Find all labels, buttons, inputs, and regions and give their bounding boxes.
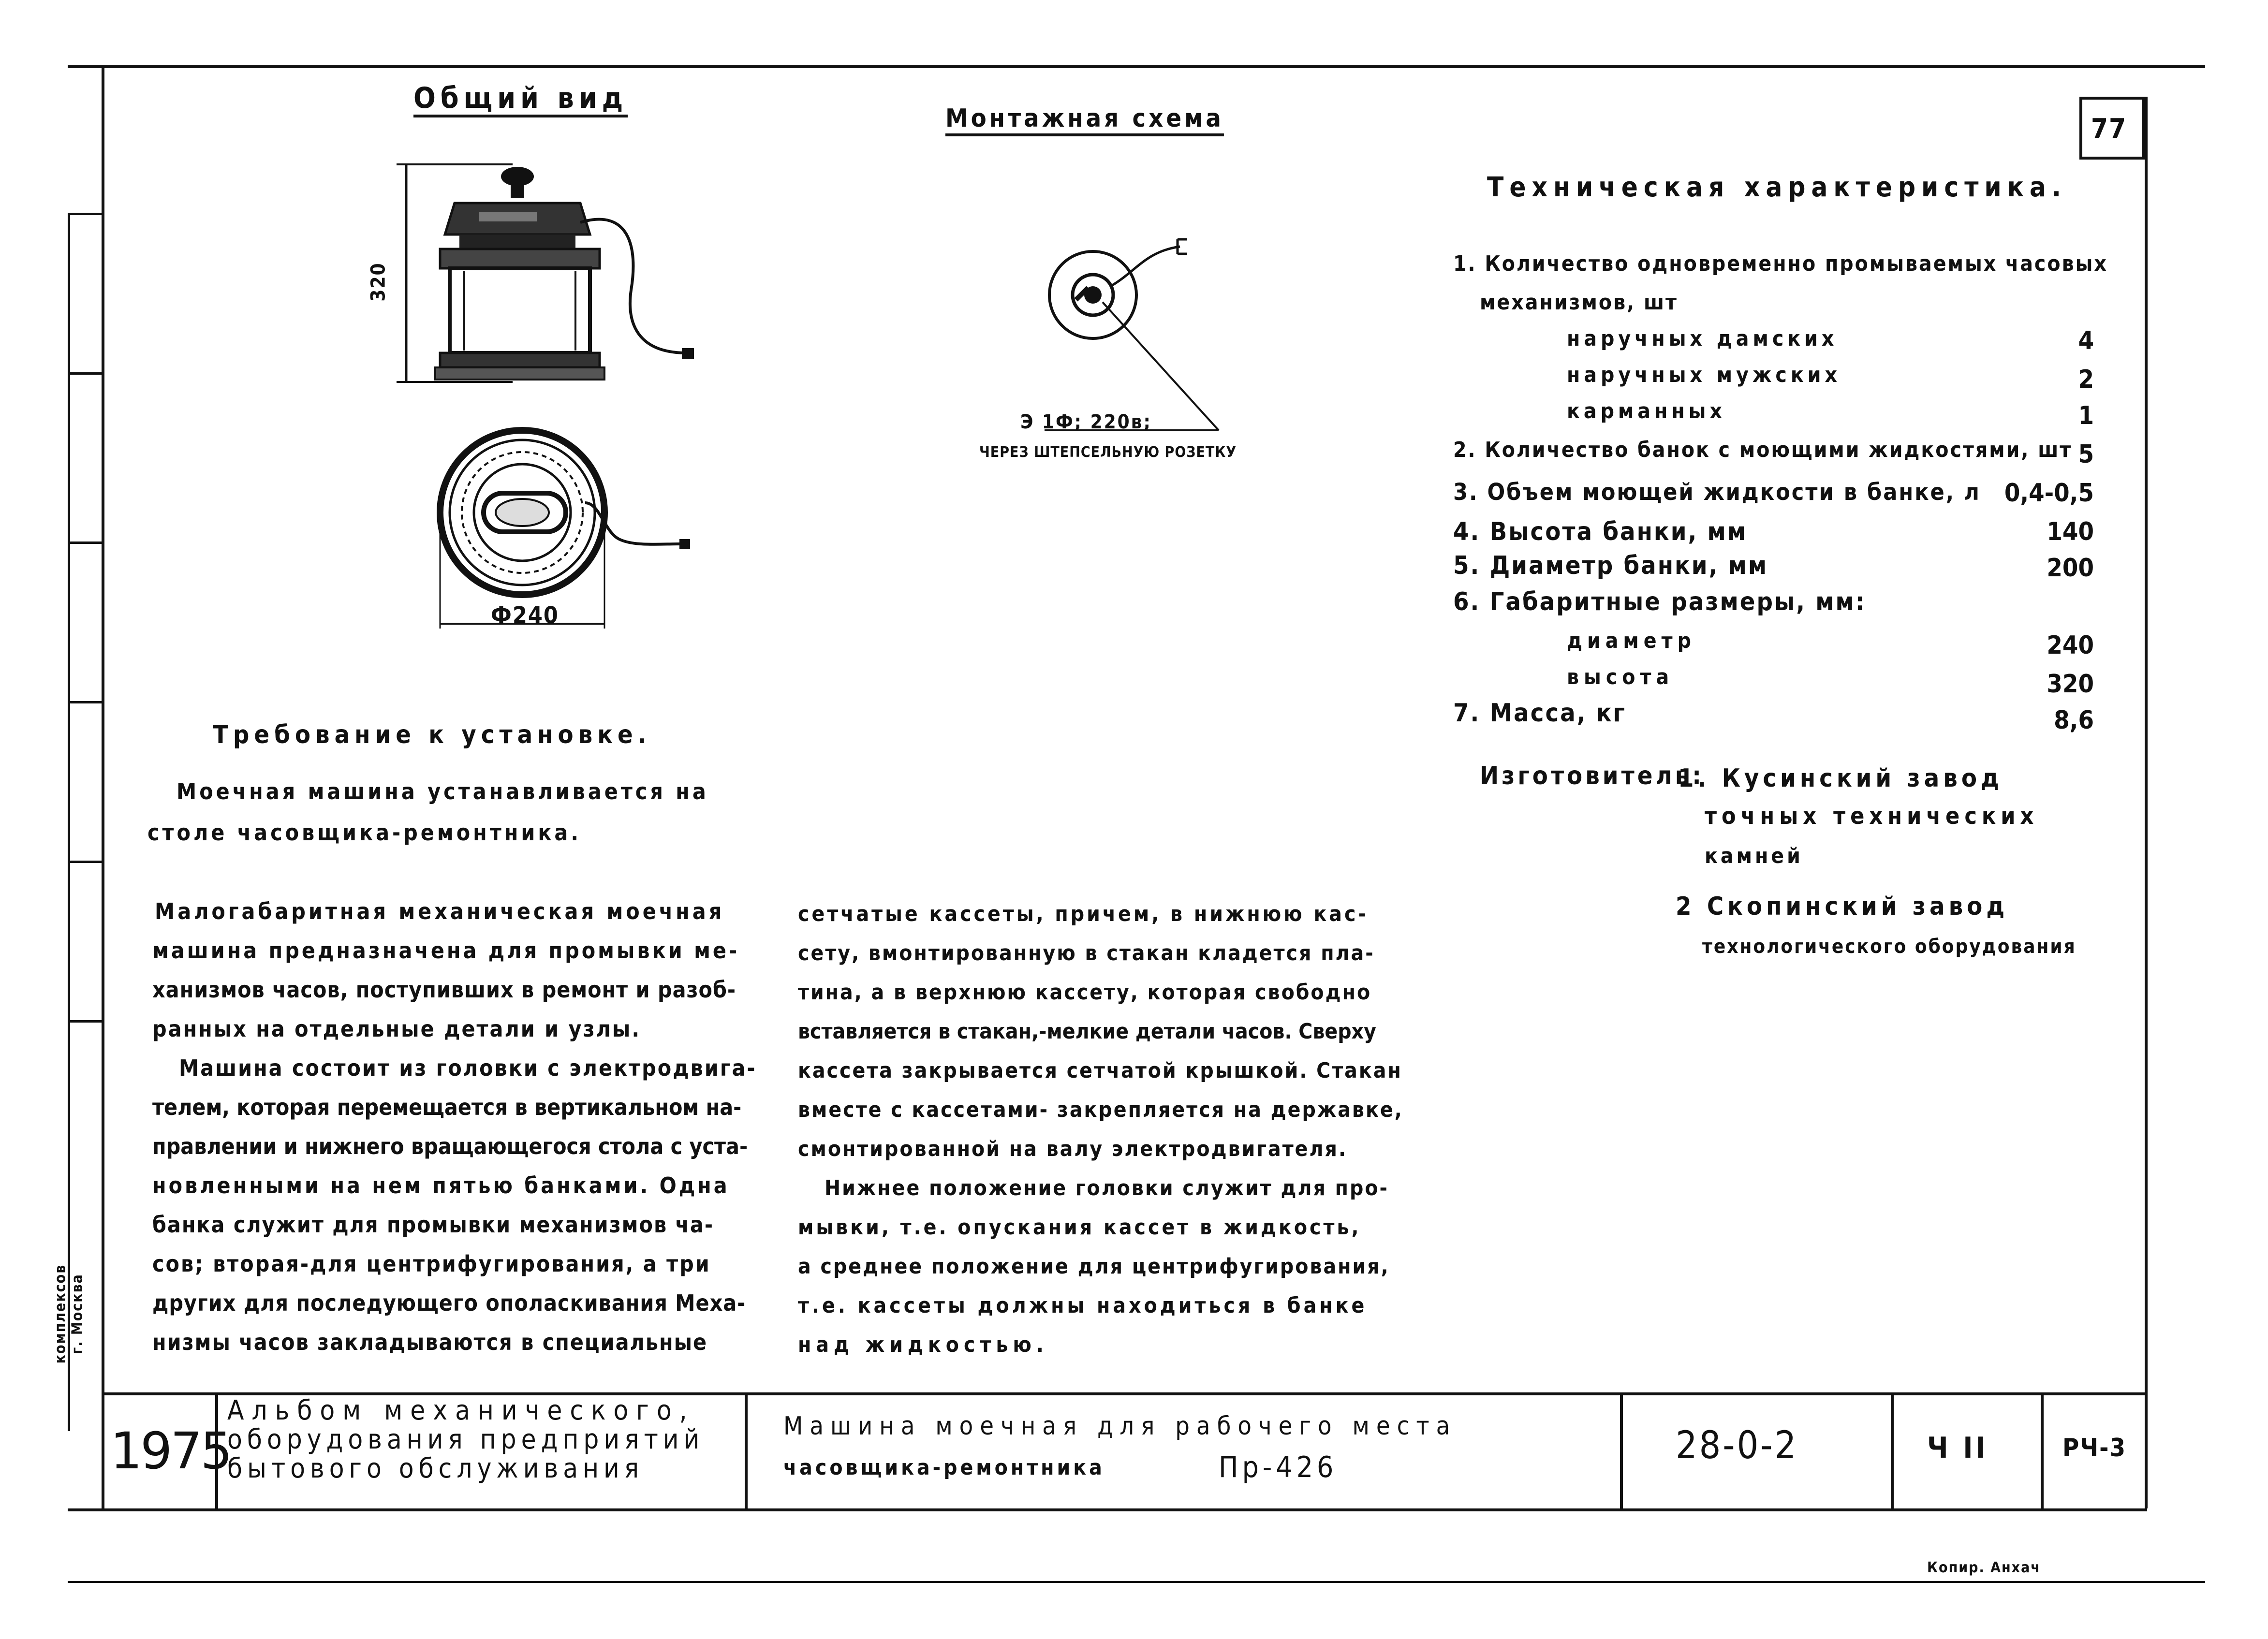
side-stamp — [46, 1218, 104, 1412]
spec-row-13: 7. Масса, кг — [1453, 699, 1627, 728]
spec-title: Техническая характеристика. — [1487, 172, 2067, 203]
right-border — [2145, 97, 2148, 1508]
desc-col2-line: тина, а в верхнюю кассету, которая свободно — [798, 980, 1372, 1005]
spec-value-7: 0,4-0,5 — [2004, 479, 2094, 508]
spec-value-13: 8,6 — [2054, 706, 2094, 735]
copy-note: Копир. Анхач — [1927, 1559, 2041, 1576]
spec-row-1: 1. Количество одновременно промываемых часовых — [1453, 251, 2108, 276]
spec-value-5: 1 — [2078, 401, 2094, 430]
spec-row-11: диаметр — [1567, 629, 1696, 653]
manufacturer-line2: точных технических — [1705, 803, 2039, 830]
machine-model: Пр-426 — [1219, 1450, 1338, 1484]
desc-col2-line: вставляется в стакан,-мелкие детали часов. Сверху — [798, 1019, 1376, 1044]
spec-row-5: карманных — [1567, 399, 1726, 424]
album-line3: бытового обслуживания — [227, 1453, 644, 1484]
desc-col1-line: ранных на отдельные детали и узлы. — [152, 1016, 641, 1042]
spec-row-8: 4. Высота банки, мм — [1453, 517, 1748, 546]
spec-row-9: 5. Диаметр банки, мм — [1453, 551, 1768, 580]
desc-col2-line: сету, вмонтированную в стакан кладется пла- — [798, 941, 1375, 966]
spec-value-9: 200 — [2047, 554, 2094, 583]
desc-col2-line: мывки, т.е. опускания кассет в жидкость, — [798, 1215, 1361, 1240]
desc-col1-line: ханизмов часов, поступивших в ремонт и разоб- — [152, 977, 736, 1003]
album-line2: оборудования предприятий — [227, 1424, 705, 1455]
spec-row-3: наручных дамских — [1567, 326, 1838, 351]
spec-row-4: наручных мужских — [1567, 363, 1841, 387]
page-number-box — [2079, 97, 2145, 160]
spec-row-12: высота — [1567, 665, 1674, 689]
side-stamp-line2: г. Москва — [69, 1273, 86, 1354]
spec-value-11: 240 — [2047, 631, 2094, 660]
manufacturer-line3: камней — [1705, 844, 1803, 868]
installation-line2: столе часовщика-ремонтника. — [147, 820, 582, 846]
manufacturer-line1: 1. Кусинский завод — [1678, 764, 2003, 793]
machine-top-view — [426, 416, 716, 638]
mounting-scheme-title: Монтажная схема — [945, 104, 1224, 133]
desc-col1-line: правлении и нижнего вращающегося стола с уста- — [152, 1133, 748, 1159]
page-number: 77 — [2091, 113, 2127, 145]
spec-value-4: 2 — [2078, 365, 2094, 394]
installation-title: Требование к установке. — [213, 720, 651, 749]
spec-value-8: 140 — [2047, 517, 2094, 546]
spec-value-3: 4 — [2078, 326, 2094, 355]
top-border — [68, 65, 2205, 68]
manufacturer-line4: 2 Скопинский завод — [1676, 892, 2009, 921]
desc-col1-line: машина предназначена для промывки ме- — [152, 937, 740, 964]
sheet-bottom-line — [68, 1581, 2205, 1583]
spec-row-10: 6. Габаритные размеры, мм: — [1453, 587, 1866, 616]
spec-row-2: механизмов, шт — [1480, 290, 1678, 315]
document-code: 28-0-2 — [1676, 1424, 1798, 1467]
desc-col1-line: других для последующего ополаскивания Меха- — [152, 1290, 746, 1316]
power-label: Э 1Ф; 220в; — [1020, 411, 1152, 433]
socket-label: ЧЕРЕЗ ШТЕПСЕЛЬНУЮ РОЗЕТКУ — [979, 444, 1237, 461]
diameter-dimension: Ф240 — [491, 602, 559, 629]
machine-side-view — [368, 150, 716, 401]
spec-row-7: 3. Объем моющей жидкости в банке, л — [1453, 479, 1981, 506]
desc-col2-line: над жидкостью. — [798, 1332, 1048, 1357]
title-year: 1975 — [110, 1421, 231, 1480]
side-stamp-line1: комплексов — [52, 1264, 69, 1364]
machine-name-line1: Машина моечная для рабочего места — [783, 1412, 1457, 1441]
spec-value-6: 5 — [2078, 440, 2094, 469]
album-line1: Альбом механического, — [227, 1395, 695, 1426]
part-number: Ч II — [1927, 1431, 1988, 1465]
bottom-border — [68, 1508, 2147, 1511]
desc-col1-line: телем, которая перемещается в вертикальном на- — [152, 1094, 742, 1120]
manufacturer-line5: технологического оборудования — [1702, 936, 2077, 958]
desc-col1-line: Малогабаритная механическая моечная — [155, 898, 725, 924]
description-column-2 — [798, 894, 1403, 1364]
general-view-title: Общий вид — [413, 81, 628, 115]
installation-line1: Моечная машина устанавливается на — [177, 778, 709, 805]
desc-col2-line: сетчатые кассеты, причем, в нижнюю кас- — [798, 902, 1369, 926]
desc-col2-line: т.е. кассеты должны находиться в банке — [798, 1293, 1368, 1318]
desc-col2-line: вместе с кассетами- закрепляется на державке, — [798, 1098, 1403, 1122]
height-dimension: 320 — [367, 262, 390, 302]
desc-col2-line: кассета закрывается сетчатой крышкой. Стакан — [798, 1058, 1402, 1083]
desc-col1-line: Машина состоит из головки с электродвига- — [179, 1055, 757, 1081]
desc-col2-line: Нижнее положение головки служит для про- — [825, 1176, 1389, 1200]
spec-value-12: 320 — [2047, 670, 2094, 699]
spec-row-6: 2. Количество банок с моющими жидкостями, шт — [1453, 438, 2073, 462]
sheet-code: РЧ-3 — [2062, 1434, 2127, 1463]
manufacturer-label: Изготовитель: — [1480, 761, 1705, 790]
desc-col1-line: сов; вторая-для центрифугирования, а три — [152, 1251, 711, 1277]
desc-col1-line: новленными на нем пятью банками. Одна — [152, 1172, 730, 1199]
desc-col1-line: банка служит для промывки механизмов ча- — [152, 1212, 714, 1238]
desc-col2-line: а среднее положение для центрифугирования, — [798, 1254, 1390, 1279]
desc-col1-line: низмы часов закладываются в специальные — [152, 1329, 708, 1355]
description-column-1 — [152, 892, 757, 1362]
mounting-scheme-diagram — [1030, 227, 1243, 440]
machine-name-line2: часовщика-ремонтника — [783, 1455, 1105, 1480]
desc-col2-line: смонтированной на валу электродвигателя. — [798, 1137, 1347, 1161]
